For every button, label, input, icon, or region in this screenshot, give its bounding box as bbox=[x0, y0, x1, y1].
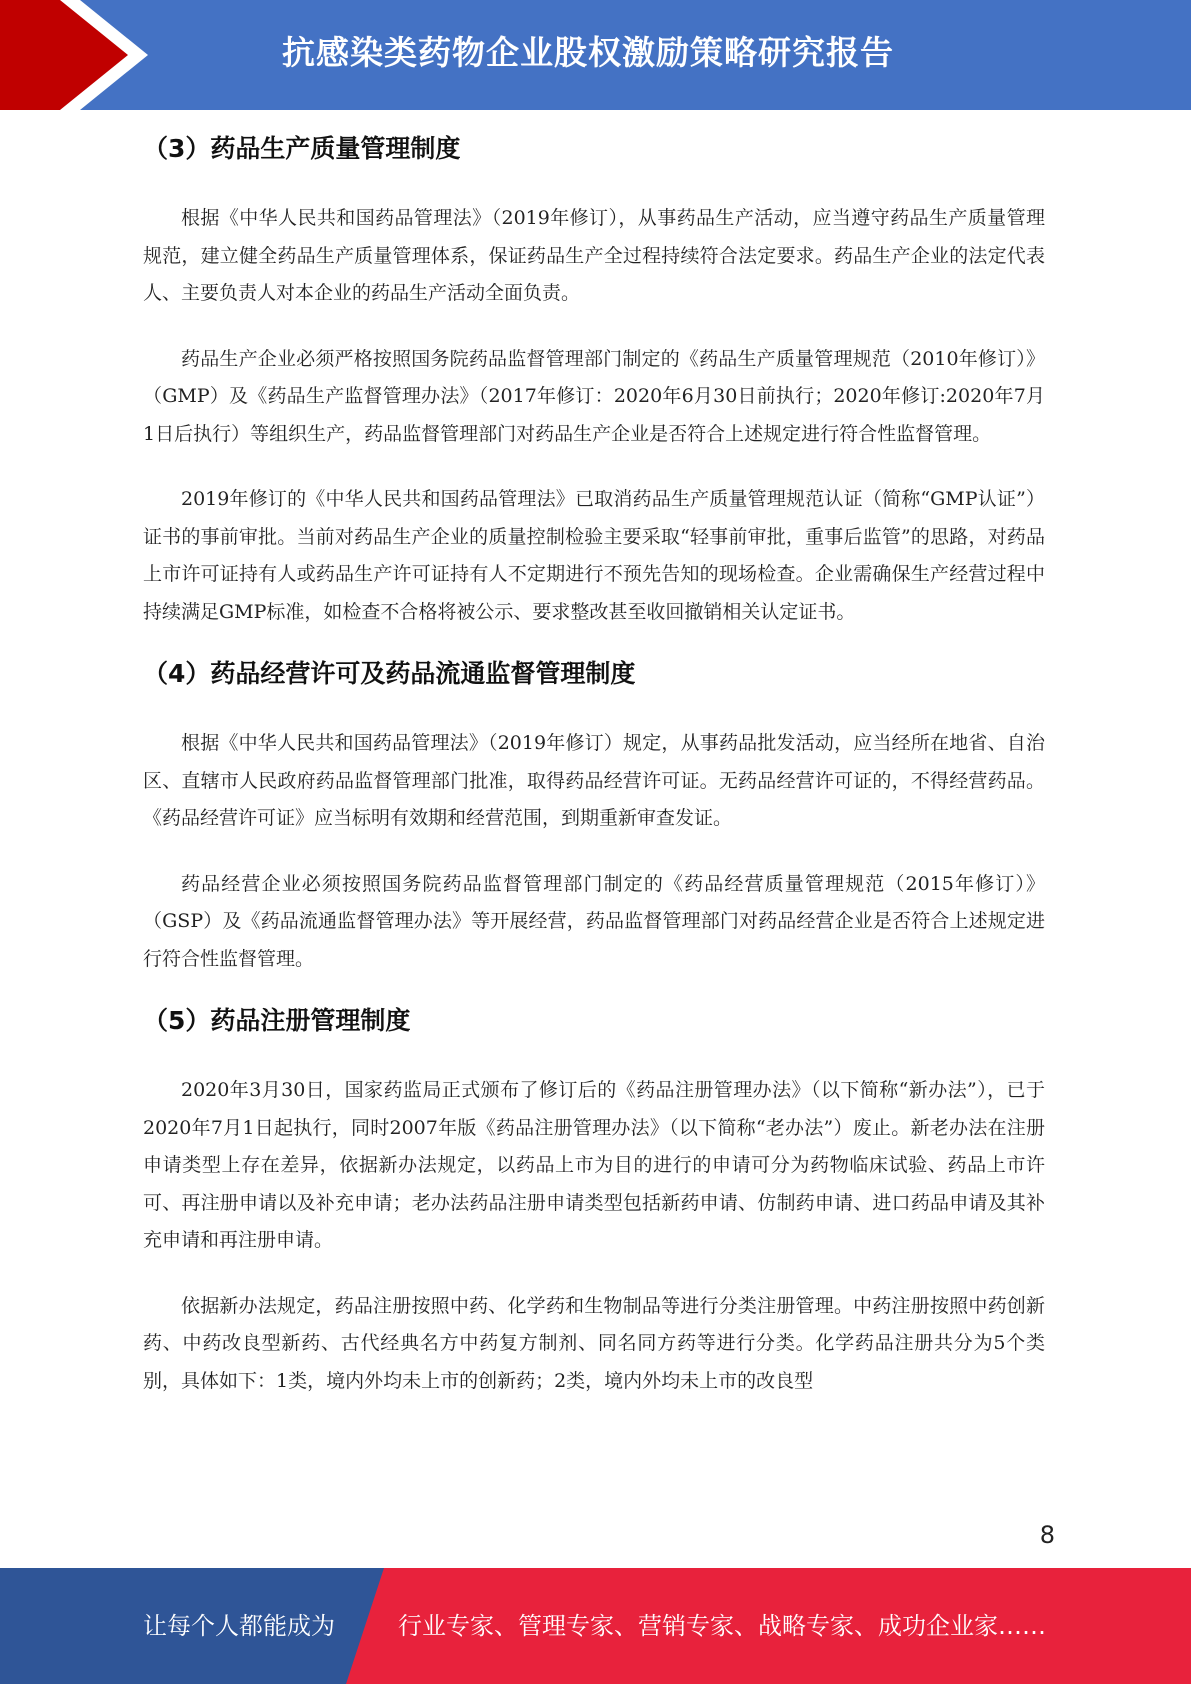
paragraph: 根据《中华人民共和国药品管理法》（2019年修订）规定，从事药品批发活动，应当经所在地省、自治区、直辖市人民政府药品监督管理部门批准，取得药品经营许可证。无药品经营许可证的，不得经营药品。《药品经营许可证》应当标明有效期和经营范围，到期重新审查发证。 bbox=[143, 732, 1045, 829]
page-header bbox=[0, 0, 1191, 110]
section-heading-5: （5）药品注册管理制度 bbox=[143, 1006, 411, 1035]
paragraph: 2019年修订的《中华人民共和国药品管理法》已取消药品生产质量管理规范认证（简称“GMP认证”）证书的事前审批。当前对药品生产企业的质量控制检验主要采取“轻事前审批，重事后监管”的思路，对药品上市许可证持有人或药品生产许可证持有人不定期进行不预先告知的现场检查。企业需确保生产经营过程中持续满足GMP标准，如检查不合格将被公示、要求整改甚至收回撤销相关认定证书。 bbox=[143, 488, 1045, 623]
paragraph: 依据新办法规定，药品注册按照中药、化学药和生物制品等进行分类注册管理。中药注册按照中药创新药、中药改良型新药、古代经典名方中药复方制剂、同名同方药等进行分类。化学药品注册共分为5个类别，具体如下：1类，境内外均未上市的创新药；2类，境内外均未上市的改良型 bbox=[143, 1294, 1045, 1392]
footer-slogan-left: 让每个人都能成为 bbox=[143, 1612, 335, 1640]
paragraph: 2020年3月30日，国家药监局正式颁布了修订后的《药品注册管理办法》（以下简称“新办法”），已于2020年7月1日起执行，同时2007年版《药品注册管理办法》（以下简称“老办法”）废止。新老办法在注册申请类型上存在差异，依据新办法规定，以药品上市为目的进行的申请可分为药物临床试验、药品上市许可、再注册申请以及补充申请；老办法药品注册申请类型包括新药申请、仿制药申请、进口药品申请及其补充申请和再注册申请。 bbox=[143, 1079, 1045, 1251]
paragraph: 药品生产企业必须严格按照国务院药品监督管理部门制定的《药品生产质量管理规范（2010年修订）》（GMP）及《药品生产监督管理办法》（2017年修订：2020年6月30日前执行；2020年修订:2020年7月1日后执行）等组织生产，药品监督管理部门对药品生产企业是否符合上述规定进行符合性监督管理。 bbox=[143, 347, 1045, 445]
section-heading-3: （3）药品生产质量管理制度 bbox=[143, 134, 461, 163]
page-number: 8 bbox=[1039, 1521, 1055, 1549]
section-heading-4: （4）药品经营许可及药品流通监督管理制度 bbox=[143, 659, 636, 688]
report-title: 抗感染类药物企业股权激励策略研究报告 bbox=[282, 33, 894, 72]
paragraph: 药品经营企业必须按照国务院药品监督管理部门制定的《药品经营质量管理规范（2015年修订）》（GSP）及《药品流通监督管理办法》等开展经营，药品监督管理部门对药品经营企业是否符合上述规定进行符合性监督管理。 bbox=[143, 872, 1045, 970]
footer-slogan-right: 行业专家、管理专家、营销专家、战略专家、成功企业家…… bbox=[398, 1612, 1046, 1640]
paragraph: 根据《中华人民共和国药品管理法》（2019年修订），从事药品生产活动，应当遵守药品生产质量管理规范，建立健全药品生产质量管理体系，保证药品生产全过程持续符合法定要求。药品生产企业的法定代表人、主要负责人对本企业的药品生产活动全面负责。 bbox=[143, 207, 1045, 304]
document-body bbox=[143, 122, 1045, 1400]
page-footer bbox=[0, 1568, 1191, 1684]
